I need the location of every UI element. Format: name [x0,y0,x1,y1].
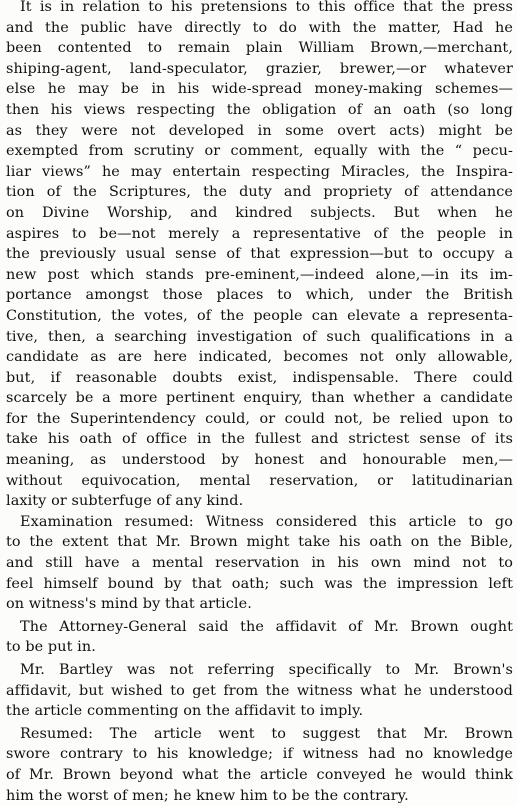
text-line: portance amongst those places to which, under the British [6,287,513,304]
paragraph-attorney-general [6,617,513,658]
text-line: him the worst of men; he knew him to be the contrary. [6,787,409,804]
text-line: the previously usual sense of that expression—but to occupy a [6,246,513,263]
paragraph-resumed [6,724,513,806]
text-line: laxity or subterfuge of any kind. [6,493,244,510]
text-line: Examination resumed: Witness considered this article to go [20,513,513,530]
text-line: liar views” he may entertain respecting Miracles, the Inspira- [6,163,513,180]
text-line: and the public have directly to do with the matter, Had he [6,19,513,36]
text-line: the article commenting on the affidavit to imply. [6,703,364,720]
paragraph-examination-resumed [6,512,513,615]
paragraph-mr-bartley [6,660,513,722]
text-line: as they were not developed in some overt acts) might be [6,122,513,139]
text-line: It is in relation to his pretensions to this office that the press [20,0,513,15]
text-line: Resumed: The article went to suggest that Mr. Brown [20,725,513,742]
text-line: been contented to remain plain William Brown,—merchant, [6,40,513,57]
text-line: new post which stands pre-eminent,—indeed alone,—in its im- [6,266,513,283]
text-line: meaning, as understood by honest and honourable men,— [6,452,513,469]
text-line: for the Superintendency could, or could not, be relied upon to [6,410,513,427]
text-line: candidate as are here indicated, becomes not only allowable, [6,349,513,366]
text-line: else he may be in his wide-spread money-making schemes— [6,81,513,98]
text-line: on witness's mind by that article. [6,596,252,613]
text-line: tive, then, a searching investigation of such qualifications in a [6,328,513,345]
text-line: feel himself bound by that oath; such was the impression left [6,575,513,592]
paragraph-pretensions [6,0,513,512]
text-line: take his oath of office in the fullest and strictest sense of its [6,431,513,448]
text-line: exempted from scrutiny or comment, equally with the “ pecu- [6,143,513,160]
text-line: of Mr. Brown beyond what the article conveyed he would think [6,766,513,783]
text-line: then his views respecting the obligation of an oath (so long [6,101,513,118]
text-line: scarcely be a more pertinent enquiry, than whether a candidate [6,390,513,407]
text-line: affidavit, but wished to get from the witness what he understood [6,682,513,699]
text-line: to be put in. [6,639,96,656]
text-line: to the extent that Mr. Brown might take his oath on the Bible, [6,534,513,551]
text-line: swore contrary to his knowledge; if witness had no knowledge [6,746,513,763]
text-line: but, if reasonable doubts exist, indispensable. There could [6,369,513,386]
text-line: aspires to be—not merely a representative of the people in [6,225,513,242]
text-line: without equivocation, mental reservation, or latitudinarian [6,472,513,489]
text-line: tion of the Scriptures, the duty and propriety of attendance [6,184,513,201]
text-line: shiping-agent, land-speculator, grazier, brewer,—or whatever [6,60,513,77]
text-line: on Divine Worship, and kindred subjects. But when he [6,204,513,221]
text-line: Constitution, the votes, of the people can elevate a representa- [6,307,513,324]
text-line: and still have a mental reservation in his own mind not to [6,555,513,572]
text-line: Mr. Bartley was not referring specifically to Mr. Brown's [20,662,513,678]
text-line: The Attorney-General said the affidavit of Mr. Brown ought [20,618,513,635]
